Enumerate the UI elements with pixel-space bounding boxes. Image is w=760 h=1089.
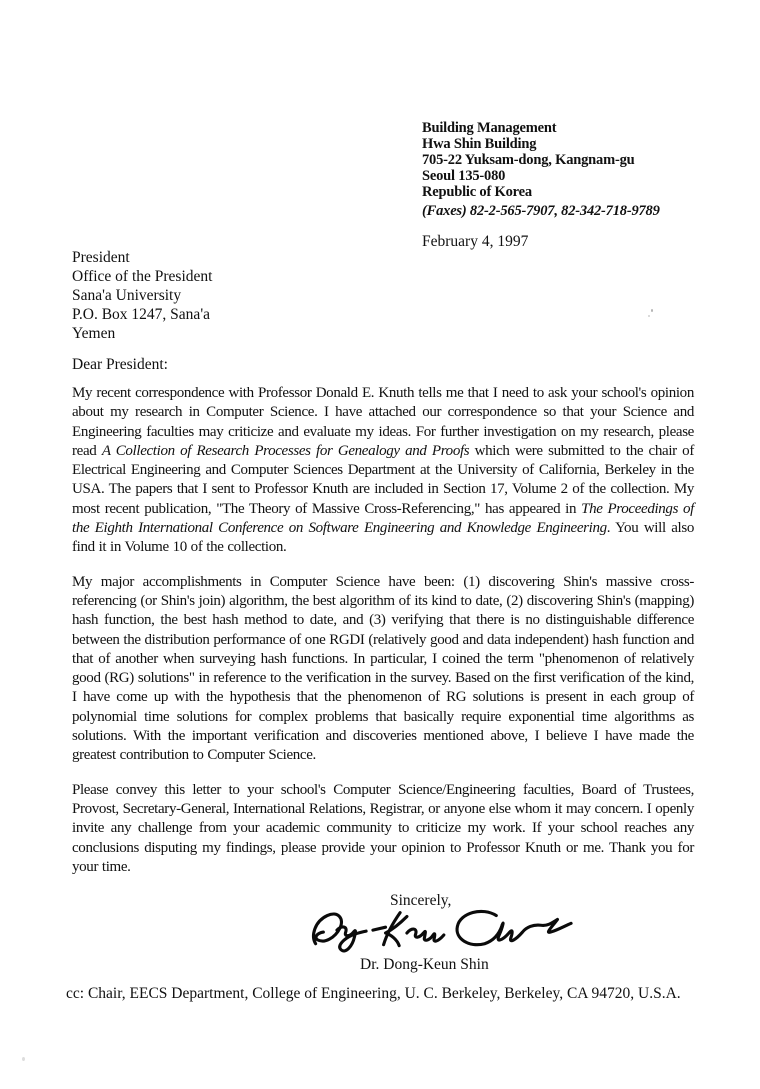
date-line: February 4, 1997: [422, 233, 529, 250]
scan-artifact: [648, 315, 650, 317]
scan-artifact: [651, 309, 653, 312]
sender-line: Seoul 135-080: [422, 168, 506, 184]
paragraph-text: My major accomplishments in Computer Science have been: (1) discovering Shin's massive cross-referencing (or Shin's join) algorithm, the best algorithm of its kind to date, (2) discovering Shin's (mapping) hash function, the best hash method to date, and (3) verifying that there is no distinguishable difference between the distribution performance of one RGDI (relatively good and data independent) hash function and that of another when surveying hash functions. In particular, I coined the term "phenomenon of relatively good (RG) solutions" in reference to the verification in the survey. Based on the first verification of the kind, I have come up with the hypothesis that the phenomenon of RG solutions is present in each group of polynomial time solutions for complex problems that basically require exponential time algorithms as solutions. With the important verification and discoveries mentioned above, I believe I have made the greatest contribution to Computer Science.: [72, 573, 694, 764]
paragraph-text: . You will also find it in Volume 10 of the collection.: [72, 520, 694, 556]
paragraph-text: which were submitted to the chair of Electrical Engineering and Computer Sciences Department at the University of California, Berkeley in the USA. The papers that I sent to Professor Knuth are included in Section 17, Volume 2 of the collection. My most recent publication, "The Theory of Massive Cross-Referencing," has appeared in: [72, 442, 694, 517]
paragraph-text: Please convey this letter to your school's Computer Science/Engineering faculties, Board of Trustees, Provost, Secretary-General, International Relations, Registrar, or anyone else whom it may concern. I openly invite any challenge from your academic community to criticize my work. If your school reaches any conclusions disputing my findings, please provide your opinion to Professor Knuth or me. Thank you for your time.: [72, 781, 694, 875]
recipient-address-block: [72, 248, 212, 343]
body-paragraph-3: [72, 781, 694, 877]
paragraph-text: My recent correspondence with Professor Donald E. Knuth tells me that I need to ask your school's opinion about my research in Computer Science. I have attached our correspondence so that your Science and Engineering faculties may criticize and evaluate my ideas. For further investigation on my research, please read: [72, 385, 694, 459]
recipient-line: Office of the President: [72, 268, 213, 285]
body-paragraph-1: [72, 384, 694, 558]
signature-svg: [302, 908, 574, 960]
closing-block: [72, 892, 694, 974]
salutation: Dear President:: [72, 356, 168, 373]
sender-line: 705-22 Yuksam-dong, Kangnam-gu: [422, 152, 635, 168]
sender-line: Republic of Korea: [422, 184, 532, 200]
recipient-line: P.O. Box 1247, Sana'a: [72, 306, 210, 323]
recipient-line: President: [72, 249, 130, 266]
sender-line: Hwa Shin Building: [422, 136, 537, 152]
signed-name: Dr. Dong-Keun Shin: [360, 956, 489, 974]
cc-line: cc: Chair, EECS Department, College of Engineering, U. C. Berkeley, Berkeley, CA 94720, U.S.A.: [66, 985, 681, 1003]
signature-image: [302, 908, 694, 960]
fax-numbers-line: (Faxes) 82-2-565-7907, 82-342-718-9789: [422, 203, 660, 219]
body-paragraph-2: [72, 573, 694, 766]
letter-body: [66, 384, 694, 1003]
valediction: Sincerely,: [390, 892, 452, 910]
publication-title: A Collection of Research Processes for Genealogy and Proofs: [101, 442, 470, 459]
recipient-line: Yemen: [72, 325, 116, 342]
recipient-line: Sana'a University: [72, 287, 182, 304]
scan-artifact: [22, 1057, 25, 1061]
publication-title: The Proceedings of the Eighth International Conference on Software Engineering and Knowledge Engineering: [72, 500, 694, 537]
sender-address-block: [422, 120, 660, 251]
sender-line: Building Management: [422, 120, 557, 136]
